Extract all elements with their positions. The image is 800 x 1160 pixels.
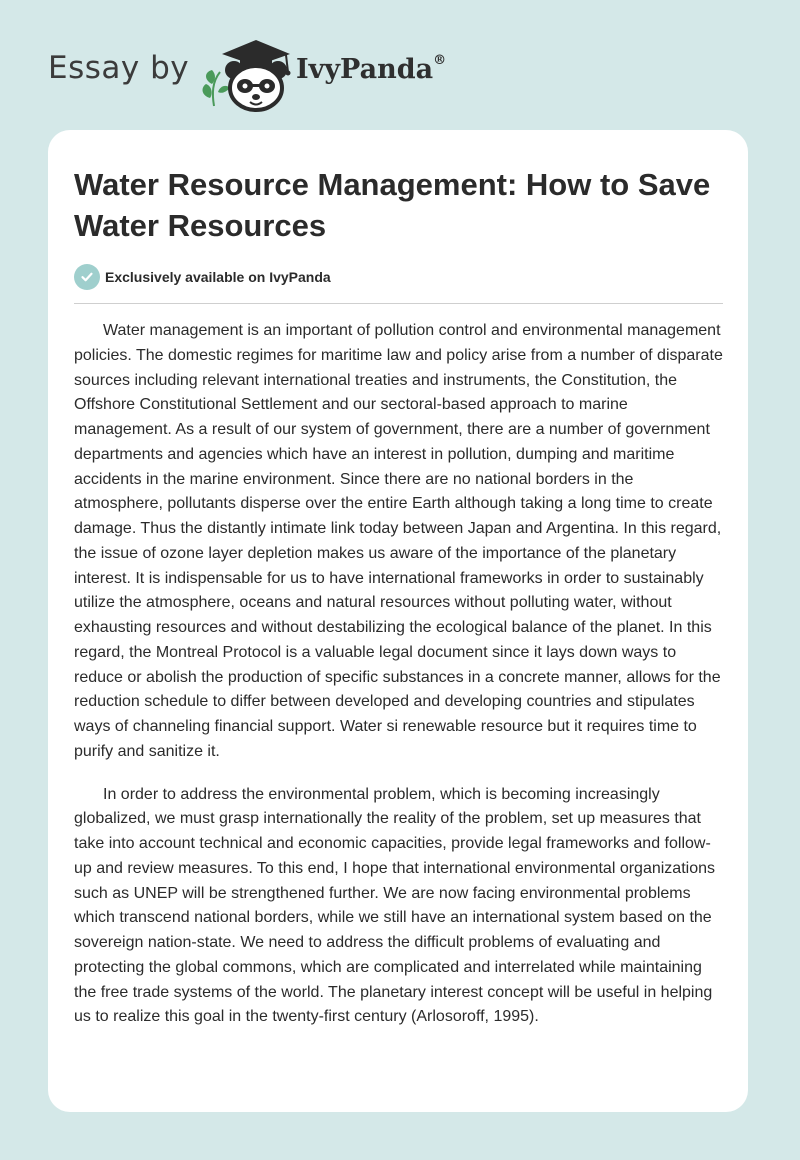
essay-body (74, 319, 726, 1048)
essay-by-label: Essay by (48, 50, 190, 86)
essay-card (48, 130, 748, 1112)
divider (74, 303, 723, 304)
exclusive-label: Exclusively available on IvyPanda (105, 269, 331, 285)
paragraph: In order to address the environmental problem, which is becoming increasingly globalized, we must grasp internationally the reality of the problem, set up measures that take into account technical and economic capacities, provide legal frameworks and follow-up and review measures. To this end, I hope that international environmental organizations such as UNEP will be strengthened further. We are now facing environmental problems which transcend national borders, while we still have an international system based on the sovereign nation-state. We need to address the difficult problems of evaluating and protecting the global commons, which are complicated and interrelated while maintaining the free trade systems of the world. The planetary interest concept will be useful in helping us to realize this goal in the twenty-first century (Arlosoroff, 1995). (74, 785, 715, 1026)
check-icon (74, 264, 100, 290)
site-header (48, 30, 748, 110)
registered-mark: ® (433, 53, 447, 68)
panda-graduate-logo-icon[interactable] (198, 32, 296, 112)
essay-title: Water Resource Management: How to Save Water Resources (74, 167, 711, 243)
exclusive-badge (74, 264, 331, 290)
paragraph: Water management is an important of pollution control and environmental management policies. The domestic regimes for maritime law and policy arise from a number of disparate sources including relevant international treaties and instruments, the Constitution, the Offshore Constitutional Settlement and our sectoral-based approach to marine management. As a result of our system of government, there are a number of government departments and agencies which have an interest in pollution, dumping and maritime accidents in the marine environment. Since there are no national borders in the atmosphere, pollutants disperse over the entire Earth although taking a long time to create damage. Thus the distantly intimate link today between Japan and Argentina. In this regard, the issue of ozone layer depletion makes us aware of the importance of the planetary interest. It is indispensable for us to have international frameworks in order to sustainably utilize the atmosphere, oceans and natural resources without polluting water, without exhausting resources and without destabilizing the ecological balance of the planet. In this regard, the Montreal Protocol is a valuable legal document since it lays down ways to reduce or abolish the production of specific substances in a concrete manner, allows for the reduction schedule to differ between developed and developing countries and stipulates ways of channeling financial support. Water si renewable resource but it requires time to purify and sanitize it. (74, 322, 723, 760)
brand-name[interactable]: IvyPanda® (296, 53, 447, 85)
